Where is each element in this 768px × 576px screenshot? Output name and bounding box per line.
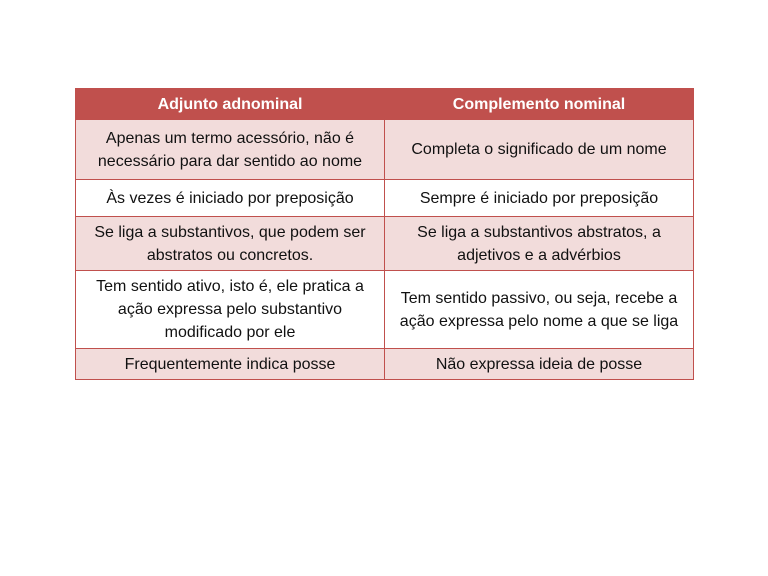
- table-cell: Completa o significado de um nome: [385, 120, 694, 180]
- header-complemento-nominal: Complemento nominal: [385, 89, 694, 120]
- table-cell: Se liga a substantivos, que podem ser abstratos ou concretos.: [76, 217, 385, 271]
- table-header-row: [76, 89, 694, 120]
- table-cell: Frequentemente indica posse: [76, 349, 385, 380]
- table-cell: Sempre é iniciado por preposição: [385, 180, 694, 217]
- table-cell: Às vezes é iniciado por preposição: [76, 180, 385, 217]
- table-cell: Não expressa ideia de posse: [385, 349, 694, 380]
- table-row: [76, 271, 694, 349]
- table-row: [76, 349, 694, 380]
- header-adjunto-adnominal: Adjunto adnominal: [76, 89, 385, 120]
- table-cell: Tem sentido ativo, isto é, ele pratica a ação expressa pelo substantivo modificado por ele: [76, 271, 385, 349]
- comparison-table: [75, 88, 694, 380]
- table-row: [76, 180, 694, 217]
- table-row: [76, 120, 694, 180]
- table-row: [76, 217, 694, 271]
- table-cell: Se liga a substantivos abstratos, a adjetivos e a advérbios: [385, 217, 694, 271]
- table-cell: Apenas um termo acessório, não é necessário para dar sentido ao nome: [76, 120, 385, 180]
- table-cell: Tem sentido passivo, ou seja, recebe a ação expressa pelo nome a que se liga: [385, 271, 694, 349]
